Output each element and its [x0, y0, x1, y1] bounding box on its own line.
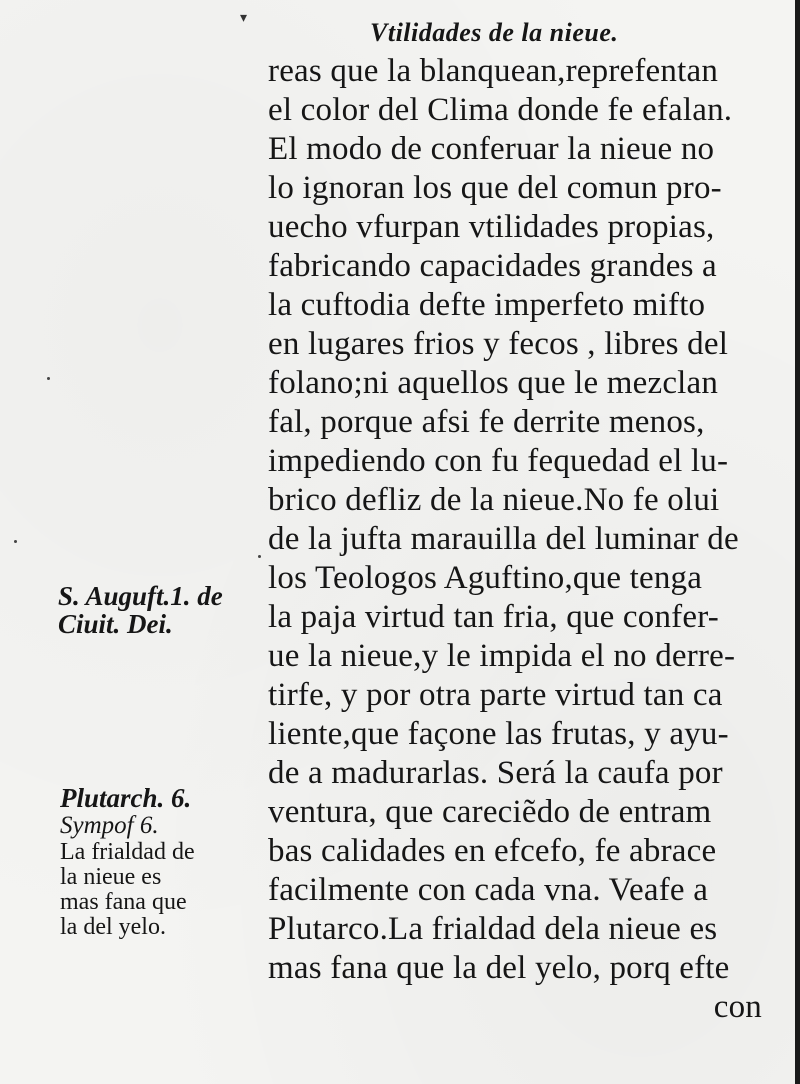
text-line: ventura, que careciẽdo de entram	[268, 794, 712, 830]
ink-speck	[47, 377, 50, 380]
text-line: facilmente con cada vna. Veafe a	[268, 872, 709, 908]
margin-note-augustine	[58, 582, 223, 638]
text-line: liente,que façone las frutas, y ayu-	[268, 716, 729, 752]
text-line: fabricando capacidades grandes a	[268, 248, 717, 284]
text-line: de la jufta marauilla del luminar de	[268, 521, 739, 557]
text-line: reas que la blanquean,reprefentan	[268, 53, 719, 89]
ink-mark: ▾	[240, 10, 248, 26]
running-header: Vtilidades de la nieue.	[370, 18, 619, 47]
text-line: bas calidades en efcefo, fe abrace	[268, 833, 717, 869]
text-line: El modo de conferuar la nieue no	[268, 131, 715, 167]
text-line: Plutarco.La frialdad dela nieue es	[268, 911, 718, 947]
ink-speck	[14, 540, 17, 543]
text-line: la paja virtud tan fria, que confer-	[268, 599, 719, 635]
margin-note-plutarch	[60, 784, 195, 940]
text-line: ue la nieue,y le impida el no derre-	[268, 638, 736, 674]
text-line: lo ignoran los que del comun pro-	[268, 170, 722, 206]
page-edge-shadow	[795, 0, 800, 1084]
text-line: folano;ni aquellos que le mezclan	[268, 365, 719, 401]
margin-note-line: la nieue es	[60, 864, 162, 890]
margin-note-line: Ciuit. Dei.	[58, 609, 173, 639]
text-line: impediendo con fu fequedad el lu-	[268, 443, 729, 479]
margin-note-line: la del yelo.	[60, 914, 166, 940]
catchword: con	[713, 989, 762, 1025]
margin-note-line: Sympof 6.	[60, 812, 159, 839]
text-line: en lugares frios y fecos , libres del	[268, 326, 729, 362]
ink-speck	[258, 555, 261, 558]
text-line: los Teologos Aguftino,que tenga	[268, 560, 703, 596]
margin-note-line: La frialdad de	[60, 839, 195, 865]
text-line: la cuftodia defte imperfeto mifto	[268, 287, 706, 323]
text-line: tirfe, y por otra parte virtud tan ca	[268, 677, 723, 713]
text-line: mas fana que la del yelo, porq efte	[268, 950, 730, 986]
text-line: de a madurarlas. Será la caufa por	[268, 755, 723, 791]
text-line: brico defliz de la nieue.No fe olui	[268, 482, 720, 518]
main-text-column	[268, 52, 768, 1027]
margin-note-line: mas fana que	[60, 889, 187, 915]
margin-note-line: S. Auguft.1. de	[58, 581, 223, 611]
text-line: el color del Clima donde fe efalan.	[268, 92, 733, 128]
margin-note-line: Plutarch. 6.	[60, 783, 192, 813]
text-line: uecho vfurpan vtilidades propias,	[268, 209, 715, 245]
text-line: fal, porque afsi fe derrite menos,	[268, 404, 705, 440]
